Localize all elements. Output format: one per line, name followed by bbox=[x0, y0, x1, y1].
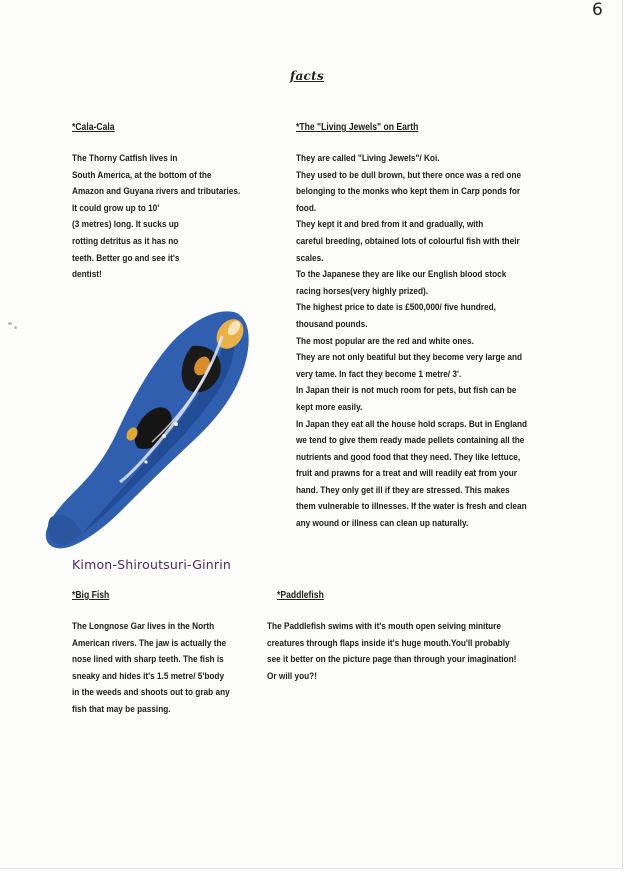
text-line: scales. bbox=[296, 252, 324, 264]
text-line: (3 metres) long. It sucks up bbox=[72, 219, 179, 231]
paper-speck bbox=[14, 326, 17, 329]
text-line: sneaky and hides it's 1.5 metre/ 5'body bbox=[72, 670, 225, 682]
paper-speck bbox=[8, 322, 12, 325]
text-line: In Japan their is not much room for pets, but fish can be bbox=[296, 385, 517, 397]
text-line: we tend to give them ready made pellets containing all the bbox=[296, 435, 525, 447]
text-line: very tame. In fact they become 1 metre/ 3'. bbox=[296, 368, 462, 380]
text-line: nutrients and good food that they need. They like lettuce, bbox=[296, 451, 521, 463]
text-line: any wound or illness can clean up naturally. bbox=[296, 518, 469, 530]
text-line: They are not only beatiful but they become very large and bbox=[296, 352, 523, 364]
text-line: To the Japanese they are like our English blood stock bbox=[296, 269, 507, 281]
text-line: In Japan they eat all the house hold scraps. But in England bbox=[296, 418, 528, 430]
koi-scale-dot bbox=[162, 434, 166, 438]
text-line: Amazon and Guyana rivers and tributaries. bbox=[72, 186, 241, 198]
text-line: American rivers. The jaw is actually the bbox=[72, 637, 227, 649]
text-line: teeth. Better go and see it's bbox=[72, 252, 180, 264]
text-line: They kept it and bred from it and gradually, with bbox=[296, 219, 484, 231]
jewels-paragraph bbox=[296, 151, 527, 533]
text-line: It could grow up to 10' bbox=[72, 202, 160, 214]
text-line: The most popular are the red and white ones. bbox=[296, 335, 474, 347]
text-line: fruit and prawns for a treat and will readily eat from your bbox=[296, 468, 517, 480]
text-line: them vulnerable to illnesses. If the water is fresh and clean bbox=[296, 501, 527, 513]
koi-scale-dot bbox=[174, 422, 178, 426]
text-line: nose lined with sharp teeth. The fish is bbox=[72, 654, 224, 666]
text-line: fish that may be passing. bbox=[72, 703, 171, 715]
page-number: 6 bbox=[592, 0, 603, 20]
koi-caption: Kimon-Shiroutsuri-Ginrin bbox=[72, 557, 232, 572]
text-line: The highest price to date is £500,000/ five hundred, bbox=[296, 302, 496, 314]
text-line: careful breeding, obtained lots of colourful fish with their bbox=[296, 235, 520, 247]
text-line: dentist! bbox=[72, 269, 102, 281]
bigfish-heading bbox=[72, 590, 109, 601]
text-line: see it better on the picture page than through your imagination! bbox=[267, 654, 517, 666]
text-line: The Longnose Gar lives in the North bbox=[72, 621, 215, 632]
koi-fish-painting bbox=[42, 306, 254, 552]
text-line: They are called "Living Jewels"/ Koi. bbox=[296, 153, 440, 164]
text-line: South America, at the bottom of the bbox=[72, 169, 212, 181]
text-line: The Thorny Catfish lives in bbox=[72, 153, 178, 164]
cala-paragraph bbox=[72, 151, 240, 284]
paddle-paragraph bbox=[267, 619, 516, 685]
paddle-heading bbox=[277, 590, 324, 601]
text-line: thousand pounds. bbox=[296, 318, 368, 330]
text-line: Or will you?! bbox=[267, 670, 317, 682]
text-line: kept more easily. bbox=[296, 401, 363, 413]
text-line: The Paddlefish swims with it's mouth open seiving miniture bbox=[267, 621, 501, 632]
text-line: rotting detritus as it has no bbox=[72, 235, 179, 247]
bigfish-paragraph bbox=[72, 619, 230, 719]
text-line: hand. They only get ill if they are stressed. This makes bbox=[296, 484, 510, 496]
page-title: facts bbox=[290, 69, 325, 83]
jewels-heading bbox=[296, 122, 418, 133]
cala-heading-text: *Cala-Cala bbox=[72, 122, 115, 133]
text-line: belonging to the monks who kept them in Carp ponds for bbox=[296, 186, 521, 198]
text-line: in the weeds and shoots out to grab any bbox=[72, 687, 230, 699]
text-line: racing horses(very highly prized). bbox=[296, 285, 429, 297]
cala-heading bbox=[72, 122, 115, 133]
bigfish-heading-text: *Big Fish bbox=[72, 590, 110, 601]
koi-scale-dot bbox=[144, 460, 147, 463]
text-line: They used to be dull brown, but there once was a red one bbox=[296, 169, 522, 181]
text-line: creatures through flaps inside it's huge mouth.You'll probably bbox=[267, 637, 510, 649]
jewels-heading-text: *The "Living Jewels" on Earth bbox=[296, 122, 419, 133]
text-line: food. bbox=[296, 202, 317, 214]
paddle-heading-text: *Paddlefish bbox=[277, 590, 324, 601]
